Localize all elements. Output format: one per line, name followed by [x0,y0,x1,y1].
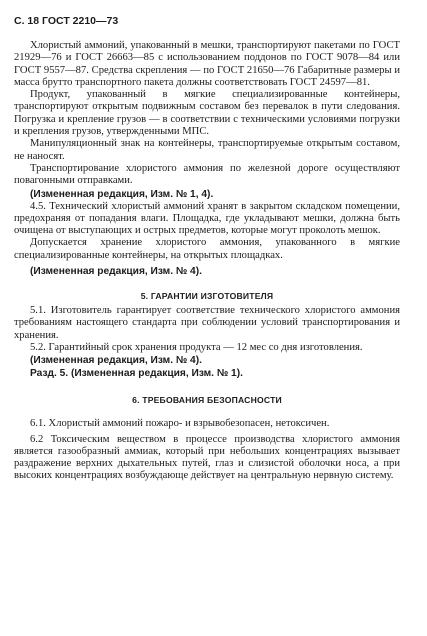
page-header [14,14,400,28]
paragraph-railway: Транспортирование хлористого аммония по железной дороге осуществляют повагонными отправками. [14,162,400,187]
section-5-title: 5. ГАРАНТИИ ИЗГОТОВИТЕЛЯ [140,291,274,302]
paragraph-storage: 4.5. Технический хлористый аммоний хранят в закрытом складском помещении, предохраняя от попадания влаги. Площадка, где укладывают мешки, должна быть очищена от выступающих и острых предметов, которые могут проколоть мешок. [14,200,400,237]
amendment-note-1: (Измененная редакция, Изм. № 1, 4). [30,188,214,200]
paragraph-5-1: 5.1. Изготовитель гарантирует соответствие технического хлористого аммония требованиям настоящего стандарта при соблюдении условий транспортирования и хранения. [14,305,400,341]
section-6-title: 6. ТРЕБОВАНИЯ БЕЗОПАСНОСТИ [132,395,282,406]
paragraph-6-2: 6.2 Токсическим веществом в процессе производства хлористого аммония является газообразный аммиак, который при небольших концентрациях вызывает раздражение верхних дыхательных путей, глаз и слизистой оболочки носа, а при высоких концентрациях возбуждающе действует на центральную нервную систему. [14,433,400,482]
paragraph-marking: Манипуляционный знак на контейнеры, транспортируемые открытым составом, не наносят. [14,138,400,162]
paragraph-containers: Продукт, упакованный в мягкие специализированные контейнеры, транспортируют открытым подвижным составом без перевалок в пути следования. Погрузка и крепление грузов — в соответствии с техническими условиями погрузки и крепления грузов, утвержденными МПС. [14,89,400,138]
amendment-note-4: Разд. 5. (Измененная редакция, Изм. № 1). [30,368,243,380]
paragraph-5-2: 5.2. Гарантийный срок хранения продукта — 12 мес со дня изготовления. [30,341,363,353]
paragraph-packaging: Хлористый аммоний, упакованный в мешки, транспортируют пакетами по ГОСТ 21929—76 и ГОСТ 26663—85 с использованием поддонов по ГОСТ 9078—84 или ГОСТ 9557—87. Средства скрепления — по ГОСТ 21650—76 Габаритные размеры и масса брутто транспортного пакета должны соответствовать ГОСТ 24597—81. [14,40,400,88]
standard-code: ГОСТ 2210—73 [42,15,119,27]
amendment-note-2: (Измененная редакция, Изм. № 4). [30,266,202,278]
document-page [14,14,400,483]
paragraph-6-1: 6.1. Хлористый аммоний пожаро- и взрывобезопасен, нетоксичен. [30,418,330,430]
page-number: С. 18 [14,15,40,27]
amendment-note-3: (Измененная редакция, Изм. № 4). [30,355,202,367]
paragraph-open-storage: Допускается хранение хлористого аммония, упакованного в мягкие специализированные контейнеры, на открытых площадках. [14,237,400,261]
